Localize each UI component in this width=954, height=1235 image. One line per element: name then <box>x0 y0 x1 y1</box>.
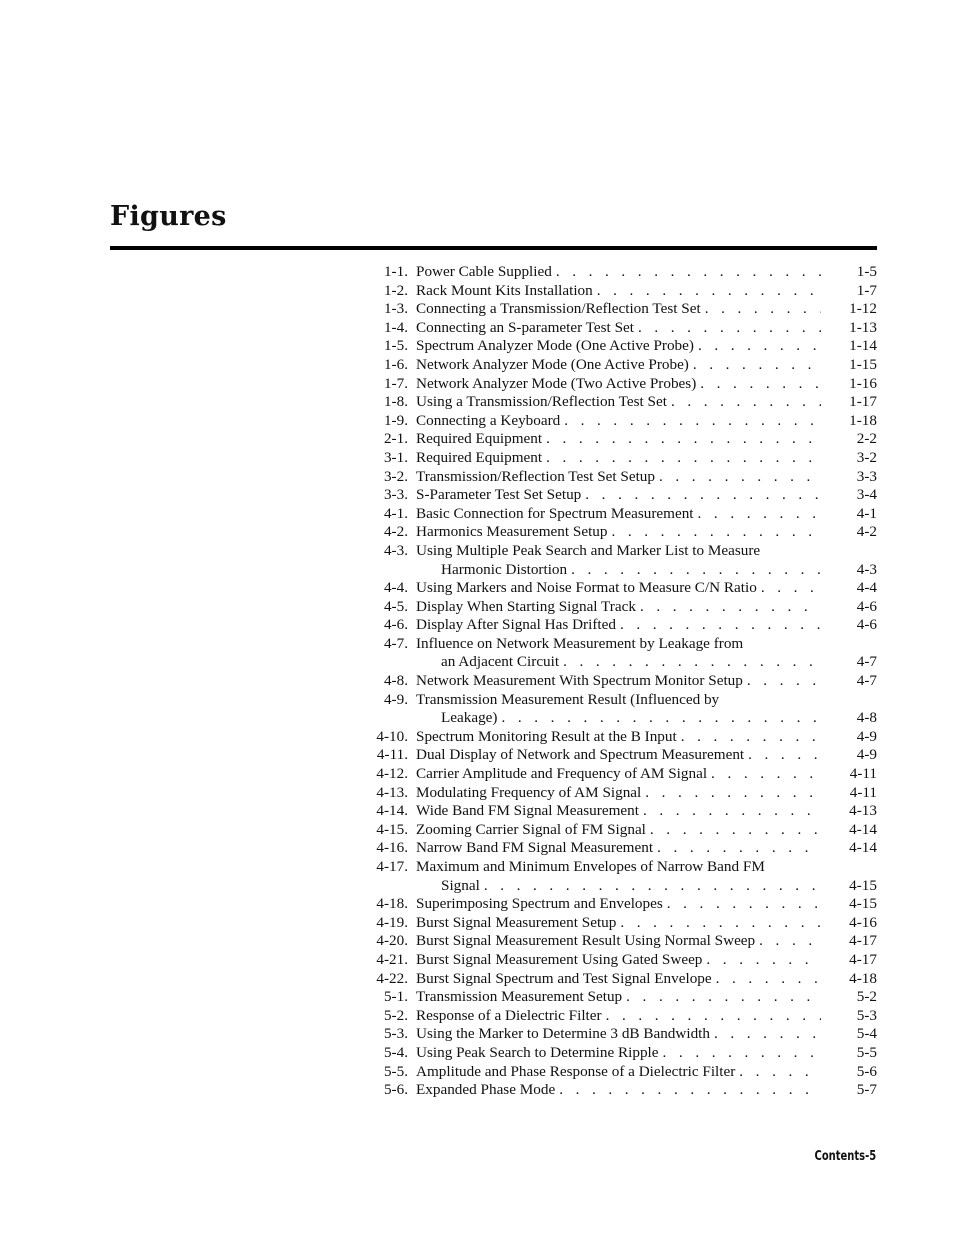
figure-number: 4-7. <box>383 634 408 652</box>
figure-title-row <box>416 300 877 319</box>
figure-number: 5-1. <box>383 988 408 1006</box>
figure-page-number: 1-12 <box>849 300 877 318</box>
figure-title: Network Analyzer Mode (Two Active Probes) <box>416 374 697 392</box>
dot-leader <box>747 635 821 654</box>
dot-leader <box>585 486 821 505</box>
figure-title: Display When Starting Signal Track <box>416 597 636 615</box>
dot-leader <box>663 1044 821 1063</box>
figure-number: 3-1. <box>383 448 408 466</box>
figure-page-number: 4-14 <box>849 820 877 838</box>
figure-entry[interactable] <box>360 468 877 487</box>
figure-entry[interactable] <box>360 839 877 858</box>
figure-page-number: 4-13 <box>849 802 877 820</box>
figure-number: 1-9. <box>383 411 408 429</box>
figure-entry[interactable] <box>360 263 877 282</box>
figure-number: 4-20. <box>376 932 408 950</box>
figure-title: Spectrum Monitoring Result at the B Input <box>416 727 677 745</box>
figure-page-number: 5-3 <box>856 1006 877 1024</box>
figure-title: Superimposing Spectrum and Envelopes <box>416 895 663 913</box>
figure-number: 4-9. <box>383 690 408 708</box>
figure-title: Response of a Dielectric Filter <box>416 1006 602 1024</box>
figure-title: Narrow Band FM Signal Measurement <box>416 839 654 857</box>
dot-leader <box>606 1007 821 1026</box>
figure-number: 5-6. <box>383 1081 408 1099</box>
figure-title: Required Equipment <box>416 448 543 466</box>
figure-entry[interactable] <box>360 356 877 375</box>
figure-page-number <box>821 858 877 877</box>
dot-leader <box>650 821 821 840</box>
figure-title-row <box>416 1044 877 1063</box>
dot-leader <box>706 951 821 970</box>
figure-page-number: 5-2 <box>856 988 877 1006</box>
figure-number: 4-6. <box>383 616 408 634</box>
figure-title: Dual Display of Network and Spectrum Measurement <box>416 746 745 764</box>
figure-number: 4-15. <box>376 820 408 838</box>
figure-title: Burst Signal Spectrum and Test Signal Envelope <box>416 969 712 987</box>
dot-leader <box>698 337 821 356</box>
figure-entry[interactable] <box>360 598 877 617</box>
dot-leader <box>659 468 821 487</box>
figure-entry[interactable] <box>360 858 877 877</box>
figure-page-number: 1-14 <box>849 337 877 355</box>
dot-leader <box>711 765 821 784</box>
figure-entry[interactable] <box>360 895 877 914</box>
figure-title-row <box>441 709 877 728</box>
figure-page-number <box>821 635 877 654</box>
figure-entry[interactable] <box>360 412 877 431</box>
figure-number: 5-3. <box>383 1025 408 1043</box>
figure-title-row <box>416 523 877 542</box>
dot-leader <box>502 709 822 728</box>
figure-number: 1-5. <box>383 337 408 355</box>
dot-leader <box>556 263 821 282</box>
figure-title-row <box>416 635 877 654</box>
figure-title-row <box>416 579 877 598</box>
figure-title-row <box>416 970 877 989</box>
dot-leader <box>739 1063 821 1082</box>
figure-number: 4-19. <box>376 913 408 931</box>
figure-title-row <box>416 282 877 301</box>
figure-title-row <box>416 375 877 394</box>
figure-entry[interactable] <box>360 1044 877 1063</box>
figure-title: Using Markers and Noise Format to Measure C/N Ratio <box>416 579 757 597</box>
figure-number: 5-2. <box>383 1006 408 1024</box>
figure-title-row <box>416 784 877 803</box>
dot-leader <box>681 728 821 747</box>
figure-title-row <box>441 877 877 896</box>
figure-page-number: 4-15 <box>849 895 877 913</box>
figure-entry[interactable] <box>360 393 877 412</box>
dot-leader <box>700 375 821 394</box>
figure-title: Using Multiple Peak Search and Marker List to Measure <box>416 541 761 559</box>
figure-page-number <box>821 542 877 561</box>
figure-title-row <box>416 895 877 914</box>
figure-page-number: 3-3 <box>856 467 877 485</box>
figure-page-number: 4-11 <box>849 765 877 783</box>
figure-page-number: 4-17 <box>849 932 877 950</box>
figure-title-row <box>416 319 877 338</box>
figure-entry[interactable] <box>360 505 877 524</box>
figure-number: 4-2. <box>383 523 408 541</box>
figure-page-number: 5-5 <box>856 1043 877 1061</box>
figure-title-row <box>416 988 877 1007</box>
dot-leader <box>626 988 821 1007</box>
figure-entry[interactable] <box>360 635 877 654</box>
figure-page-number: 4-18 <box>849 969 877 987</box>
figure-entry[interactable] <box>360 337 877 356</box>
figure-entry[interactable] <box>360 970 877 989</box>
figure-page-number: 3-2 <box>856 448 877 466</box>
figure-title: Connecting a Keyboard <box>416 411 561 429</box>
figure-title-row <box>416 1081 877 1100</box>
dot-leader <box>716 970 821 989</box>
figure-title-row <box>416 412 877 431</box>
figure-title-row <box>416 951 877 970</box>
figure-number: 4-5. <box>383 597 408 615</box>
figure-entry[interactable] <box>360 672 877 691</box>
figure-entry[interactable] <box>360 784 877 803</box>
figure-number: 4-10. <box>376 727 408 745</box>
figure-entry[interactable] <box>360 653 877 672</box>
figure-title: Carrier Amplitude and Frequency of AM Signal <box>416 765 708 783</box>
figure-number: 4-3. <box>383 541 408 559</box>
figure-title: Using Peak Search to Determine Ripple <box>416 1043 659 1061</box>
figure-title-row <box>416 802 877 821</box>
figure-title-row <box>416 932 877 951</box>
figure-title: Rack Mount Kits Installation <box>416 281 593 299</box>
dot-leader <box>571 561 821 580</box>
figure-title-row <box>416 356 877 375</box>
figure-page-number: 4-7 <box>856 653 877 671</box>
figure-number: 4-13. <box>376 783 408 801</box>
figure-entry[interactable] <box>360 579 877 598</box>
figure-entry[interactable] <box>360 746 877 765</box>
figure-page-number: 4-8 <box>856 709 877 727</box>
figure-page-number: 4-16 <box>849 913 877 931</box>
figure-number: 4-1. <box>383 504 408 522</box>
figure-title-row <box>416 728 877 747</box>
figure-title: Amplitude and Phase Response of a Dielectric Filter <box>416 1062 736 1080</box>
dot-leader <box>667 895 821 914</box>
figure-page-number: 4-4 <box>856 579 877 597</box>
figure-page-number: 1-15 <box>849 355 877 373</box>
dot-leader <box>657 839 821 858</box>
figure-page-number <box>821 691 877 710</box>
figure-title: Modulating Frequency of AM Signal <box>416 783 642 801</box>
figure-title: Zooming Carrier Signal of FM Signal <box>416 820 646 838</box>
figure-title-row <box>416 1025 877 1044</box>
figure-title: Burst Signal Measurement Setup <box>416 913 617 931</box>
figure-entry[interactable] <box>360 765 877 784</box>
figure-title-row <box>441 561 877 580</box>
dot-leader <box>698 505 821 524</box>
figure-entry[interactable] <box>360 1007 877 1026</box>
figure-number: 5-4. <box>383 1043 408 1061</box>
dot-leader <box>563 653 821 672</box>
figure-title-row <box>416 1063 877 1082</box>
figure-title-row <box>416 821 877 840</box>
figure-page-number: 4-6 <box>856 597 877 615</box>
figure-title: Network Measurement With Spectrum Monitor Setup <box>416 672 743 690</box>
figure-title-row <box>416 263 877 282</box>
figure-title-row <box>416 449 877 468</box>
figure-page-number: 4-14 <box>849 839 877 857</box>
figure-number: 1-3. <box>383 300 408 318</box>
figure-title-row <box>416 765 877 784</box>
figure-number: 4-4. <box>383 579 408 597</box>
figure-title: Signal <box>441 876 480 894</box>
figure-page-number: 5-4 <box>856 1025 877 1043</box>
figure-number: 1-4. <box>383 318 408 336</box>
figure-title: Connecting a Transmission/Reflection Test Set <box>416 300 701 318</box>
figure-page-number: 1-18 <box>849 411 877 429</box>
figure-entry[interactable] <box>360 375 877 394</box>
dot-leader <box>759 932 821 951</box>
figure-entry[interactable] <box>360 523 877 542</box>
dot-leader <box>546 449 821 468</box>
figure-page-number: 4-1 <box>856 504 877 522</box>
figure-entry[interactable] <box>360 561 877 580</box>
figure-title-row <box>416 858 877 877</box>
dot-leader <box>747 672 821 691</box>
figure-title: Wide Band FM Signal Measurement <box>416 802 639 820</box>
figure-number: 4-8. <box>383 672 408 690</box>
figure-page-number: 1-17 <box>849 393 877 411</box>
dot-leader <box>769 858 821 877</box>
figure-entry[interactable] <box>360 709 877 728</box>
figure-title: Harmonics Measurement Setup <box>416 523 608 541</box>
figure-title-row <box>416 337 877 356</box>
dot-leader <box>764 542 821 561</box>
figure-page-number: 4-17 <box>849 950 877 968</box>
figure-page-number: 4-2 <box>856 523 877 541</box>
figure-page-number: 1-7 <box>856 281 877 299</box>
figure-page-number: 4-9 <box>856 746 877 764</box>
figure-title-row <box>416 746 877 765</box>
figure-title: Network Analyzer Mode (One Active Probe) <box>416 355 689 373</box>
figure-number: 5-5. <box>383 1062 408 1080</box>
figure-title: Using a Transmission/Reflection Test Set <box>416 393 667 411</box>
figure-page-number: 5-7 <box>856 1081 877 1099</box>
figure-page-number: 1-13 <box>849 318 877 336</box>
figure-number: 4-21. <box>376 950 408 968</box>
figure-title: Expanded Phase Mode <box>416 1081 556 1099</box>
dot-leader <box>645 784 821 803</box>
figure-title: Display After Signal Has Drifted <box>416 616 616 634</box>
figure-number: 1-6. <box>383 355 408 373</box>
figure-title: Power Cable Supplied <box>416 263 552 280</box>
dot-leader <box>723 691 821 710</box>
figure-number: 4-16. <box>376 839 408 857</box>
figure-number: 3-3. <box>383 486 408 504</box>
figure-title-row <box>416 839 877 858</box>
figure-title: Basic Connection for Spectrum Measurement <box>416 504 694 522</box>
figure-title: Connecting an S-parameter Test Set <box>416 318 634 336</box>
figure-title: Transmission Measurement Setup <box>416 988 623 1006</box>
figure-title-row <box>416 430 877 449</box>
figure-page-number: 2-2 <box>856 430 877 448</box>
figure-title-row <box>416 1007 877 1026</box>
figure-title: an Adjacent Circuit <box>441 653 560 671</box>
figure-number: 2-1. <box>383 430 408 448</box>
figure-entry[interactable] <box>360 932 877 951</box>
figure-entry[interactable] <box>360 486 877 505</box>
figure-title: Using the Marker to Determine 3 dB Bandwidth <box>416 1025 710 1043</box>
figure-entry[interactable] <box>360 282 877 301</box>
figure-title: Influence on Network Measurement by Leakage from <box>416 634 744 652</box>
figure-title-row <box>416 672 877 691</box>
figure-title: Harmonic Distortion <box>441 560 568 578</box>
figure-title-row <box>416 914 877 933</box>
dot-leader <box>640 598 821 617</box>
figure-page-number: 4-6 <box>856 616 877 634</box>
figure-title-row <box>416 542 877 561</box>
heading-rule <box>110 246 877 250</box>
figure-page-number: 4-7 <box>856 672 877 690</box>
figure-title: Transmission/Reflection Test Set Setup <box>416 467 655 485</box>
figure-title: S-Parameter Test Set Setup <box>416 486 582 504</box>
figure-title: Spectrum Analyzer Mode (One Active Probe) <box>416 337 694 355</box>
figure-entry[interactable] <box>360 1063 877 1082</box>
figure-entry[interactable] <box>360 319 877 338</box>
figure-entry[interactable] <box>360 988 877 1007</box>
dot-leader <box>484 877 821 896</box>
figure-number: 1-2. <box>383 281 408 299</box>
figure-title-row <box>416 393 877 412</box>
figure-number: 1-1. <box>383 263 408 280</box>
dot-leader <box>546 430 821 449</box>
dot-leader <box>761 579 821 598</box>
figure-page-number: 4-15 <box>849 876 877 894</box>
dot-leader <box>714 1025 821 1044</box>
page-heading: Figures <box>110 201 227 232</box>
figure-page-number: 4-3 <box>856 560 877 578</box>
figure-page-number: 4-9 <box>856 727 877 745</box>
figure-title-row <box>416 691 877 710</box>
figure-entry[interactable] <box>360 728 877 747</box>
figure-entry[interactable] <box>360 616 877 635</box>
figure-entry[interactable] <box>360 1025 877 1044</box>
figure-number: 4-11. <box>376 746 408 764</box>
page-footer: Contents-5 <box>814 1148 876 1164</box>
dot-leader <box>597 282 821 301</box>
figures-list <box>360 263 877 1100</box>
figure-title: Transmission Measurement Result (Influenced by <box>416 690 720 708</box>
figure-title: Burst Signal Measurement Using Gated Sweep <box>416 950 703 968</box>
figure-title: Maximum and Minimum Envelopes of Narrow Band FM <box>416 858 765 875</box>
figure-title-row <box>416 486 877 505</box>
dot-leader <box>564 412 821 431</box>
figure-entry[interactable] <box>360 691 877 710</box>
figure-number: 4-14. <box>376 802 408 820</box>
figure-number: 1-8. <box>383 393 408 411</box>
figure-entry[interactable] <box>360 802 877 821</box>
figure-entry[interactable] <box>360 1081 877 1100</box>
figure-page-number: 1-5 <box>856 263 877 280</box>
dot-leader <box>705 300 821 319</box>
figure-number: 4-17. <box>376 858 408 875</box>
dot-leader <box>559 1081 821 1100</box>
figure-entry[interactable] <box>360 449 877 468</box>
dot-leader <box>643 802 821 821</box>
figure-entry[interactable] <box>360 430 877 449</box>
dot-leader <box>748 746 821 765</box>
figure-page-number: 4-11 <box>849 783 877 801</box>
figure-page-number: 1-16 <box>849 374 877 392</box>
figure-title-row <box>441 653 877 672</box>
dot-leader <box>671 393 821 412</box>
figure-page-number: 3-4 <box>856 486 877 504</box>
dot-leader <box>620 616 821 635</box>
figure-title-row <box>416 468 877 487</box>
figure-entry[interactable] <box>360 951 877 970</box>
dot-leader <box>611 523 821 542</box>
figure-page-number: 5-6 <box>856 1062 877 1080</box>
figure-number: 4-22. <box>376 969 408 987</box>
dot-leader <box>620 914 821 933</box>
figure-entry[interactable] <box>360 877 877 896</box>
figure-entry[interactable] <box>360 300 877 319</box>
figure-title: Required Equipment <box>416 430 543 448</box>
figure-number: 1-7. <box>383 374 408 392</box>
figure-title-row <box>416 598 877 617</box>
figure-entry[interactable] <box>360 542 877 561</box>
dot-leader <box>693 356 821 375</box>
figure-number: 3-2. <box>383 467 408 485</box>
figure-title: Burst Signal Measurement Result Using Normal Sweep <box>416 932 756 950</box>
figure-title-row <box>416 616 877 635</box>
dot-leader <box>638 319 821 338</box>
figure-title-row <box>416 505 877 524</box>
figure-number: 4-12. <box>376 765 408 783</box>
figure-title: Leakage) <box>441 709 498 727</box>
figure-number: 4-18. <box>376 895 408 913</box>
figure-entry[interactable] <box>360 914 877 933</box>
figure-entry[interactable] <box>360 821 877 840</box>
